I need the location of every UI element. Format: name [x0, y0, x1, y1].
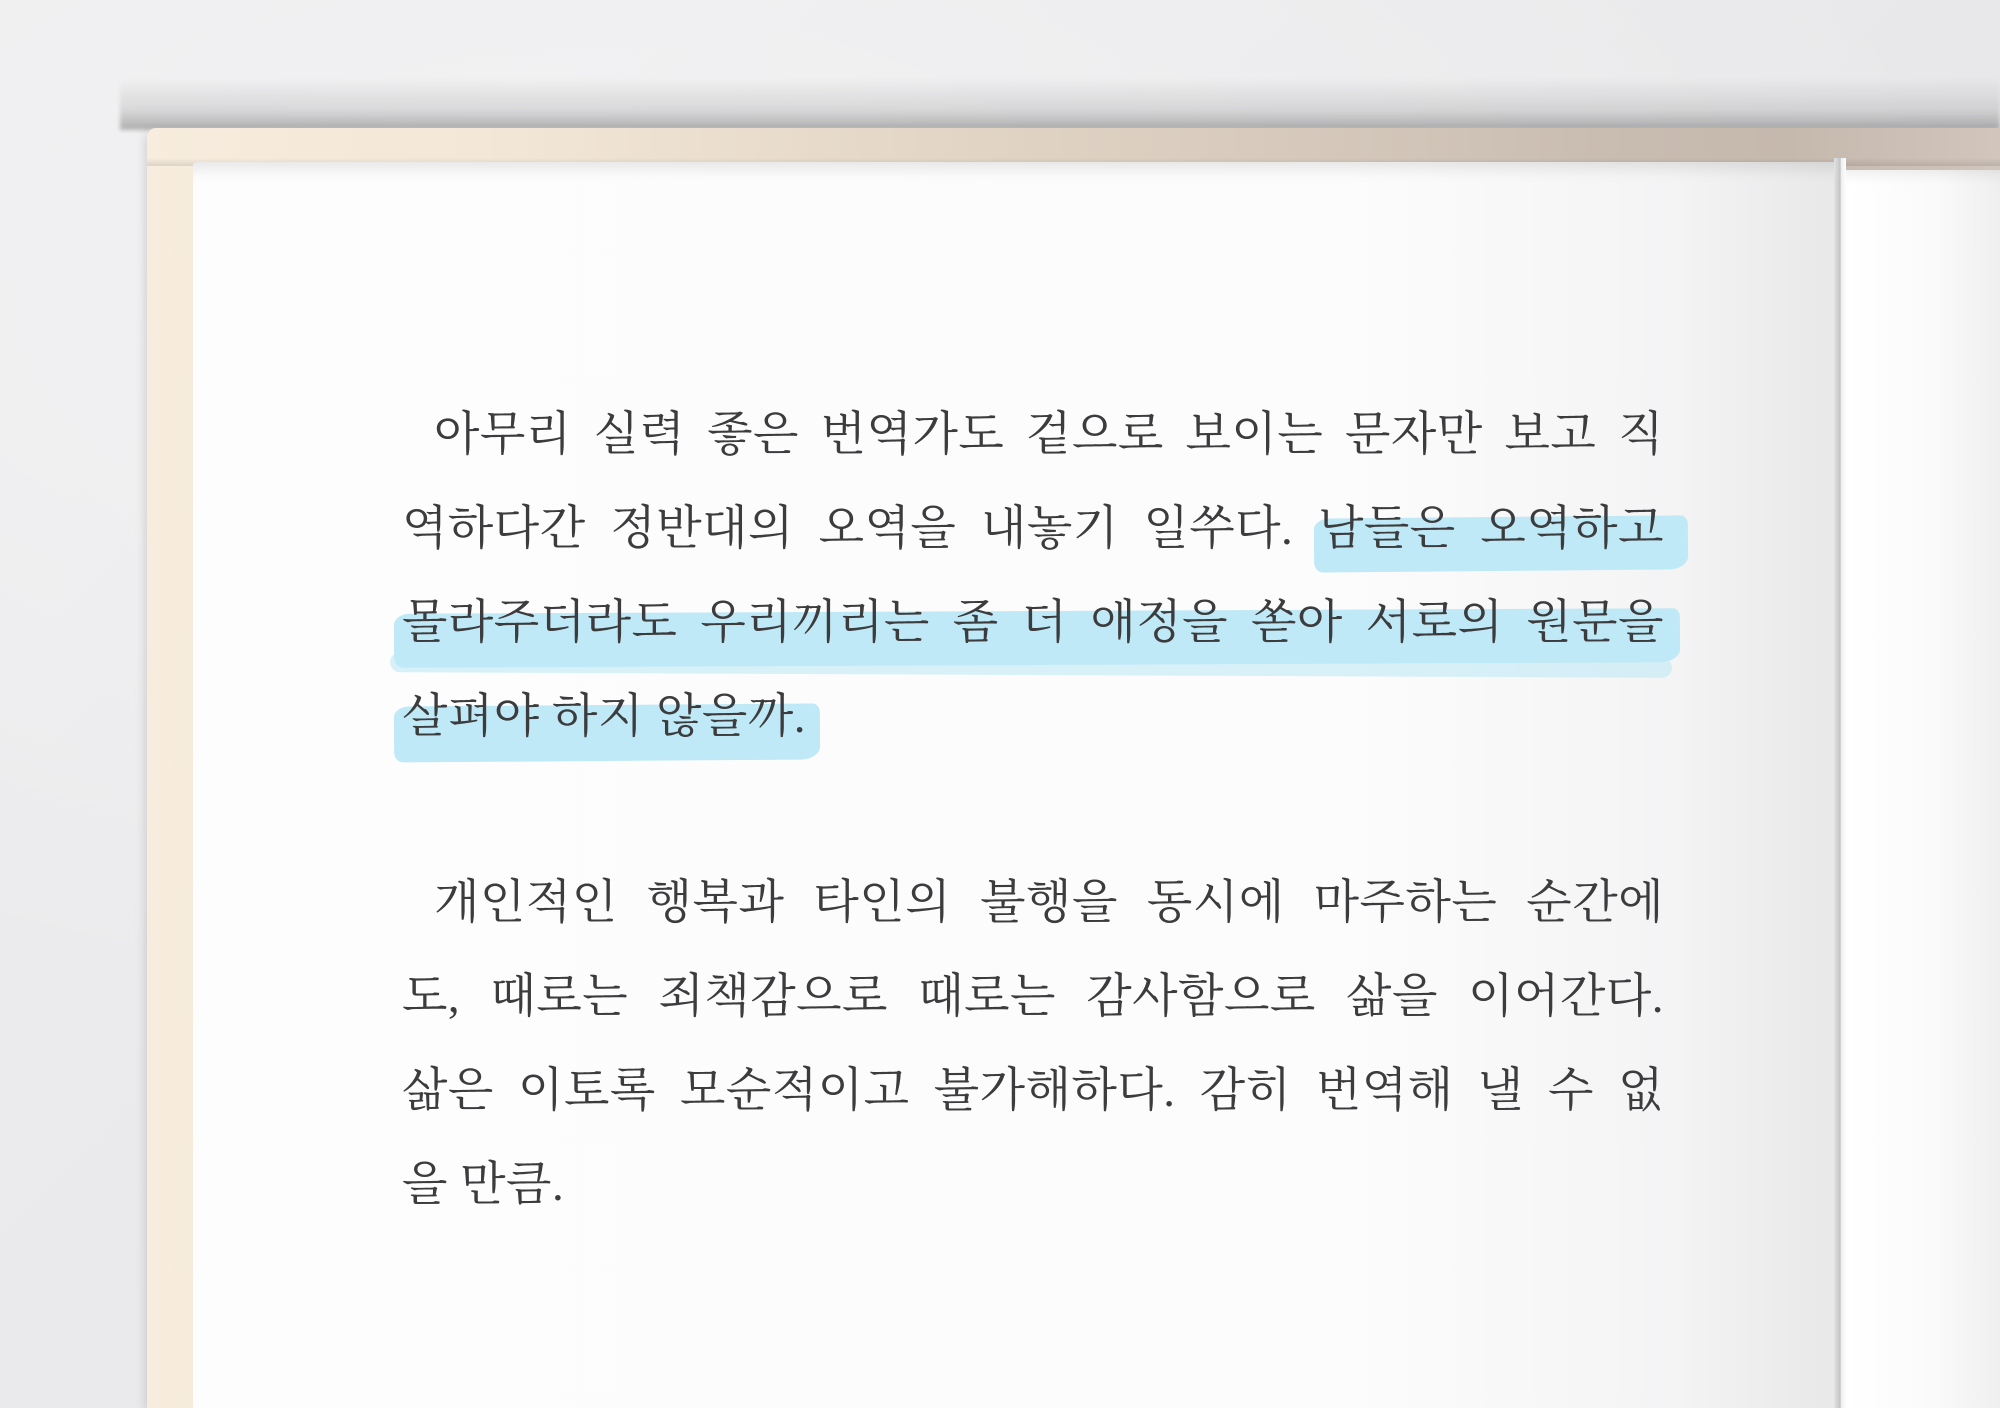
text-line	[402, 492, 1664, 586]
text-run: 을 만큼.	[402, 1159, 565, 1211]
text-line	[402, 1148, 1664, 1242]
highlight-mark: 살펴야 하지 않을까.	[402, 691, 806, 743]
text-line	[402, 1054, 1664, 1148]
paragraph	[402, 866, 1664, 1242]
text-line	[402, 680, 1664, 774]
paragraph	[402, 398, 1664, 774]
text-line	[402, 586, 1664, 680]
text-line	[402, 866, 1664, 960]
right-page	[1846, 170, 2000, 1408]
highlight-mark: 남들은 오역하고	[1317, 503, 1664, 555]
text-run: 아무리 실력 좋은 번역가도 겉으로 보이는 문자만 보고 직	[434, 409, 1664, 461]
text-run: 삶은 이토록 모순적이고 불가해하다. 감히 번역해 낼 수 없	[402, 1065, 1664, 1117]
text-line	[402, 960, 1664, 1054]
text-run: 역하다간 정반대의 오역을 내놓기 일쑤다.	[402, 503, 1318, 555]
text-run: 도, 때로는 죄책감으로 때로는 감사함으로 삶을 이어간다.	[402, 971, 1664, 1023]
book-cast-shadow	[120, 78, 2000, 130]
text-line	[402, 398, 1664, 492]
page-text-block	[402, 398, 1664, 1242]
text-run: 개인적인 행복과 타인의 불행을 동시에 마주하는 순간에	[434, 877, 1664, 929]
highlight-mark: 몰라주더라도 우리끼리는 좀 더 애정을 쏟아 서로의 원문을	[402, 597, 1664, 649]
page-gutter	[1834, 158, 1846, 1408]
paragraph-gap	[402, 774, 1664, 866]
